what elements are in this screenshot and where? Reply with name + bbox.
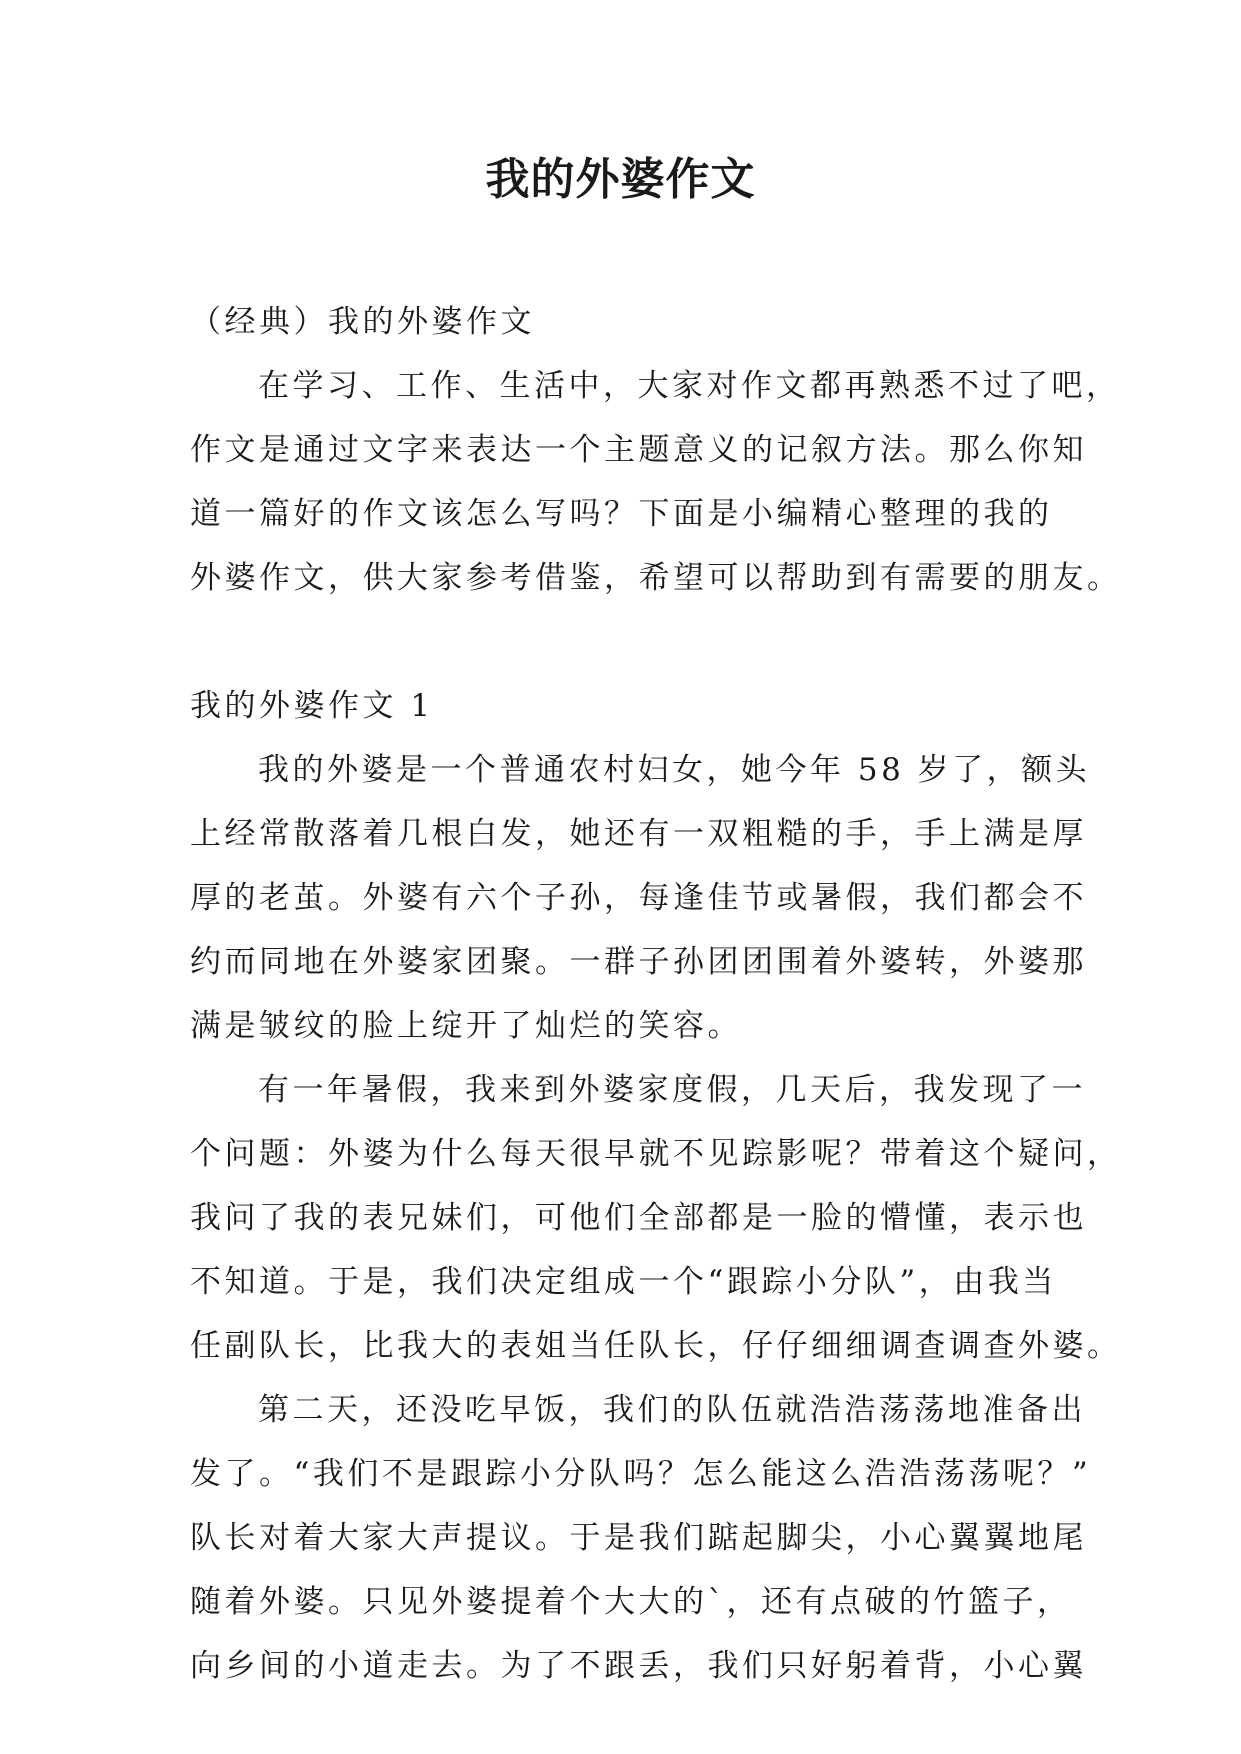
intro-paragraph: [190, 354, 1122, 610]
paragraph-line: 上经常散落着几根白发，她还有一双粗糙的手，手上满是厚: [190, 816, 1087, 852]
paragraph-line: 个问题：外婆为什么每天很早就不见踪影呢？带着这个疑问，: [190, 1136, 1122, 1172]
paragraph-1: [190, 738, 1091, 1058]
paragraph-line: 满是皱纹的脸上绽开了灿烂的笑容。: [190, 1008, 742, 1044]
paragraph-line: 不知道。于是，我们决定组成一个“跟踪小分队”，由我当: [190, 1264, 1057, 1300]
intro-line: 在学习、工作、生活中，大家对作文都再熟悉不过了吧，: [258, 368, 1121, 404]
intro-line: 道一篇好的作文该怎么写吗？下面是小编精心整理的我的: [190, 496, 1053, 532]
intro-line: 作文是通过文字来表达一个主题意义的记叙方法。那么你知: [190, 432, 1087, 468]
paragraph-2: [190, 1058, 1122, 1378]
paragraph-line: 有一年暑假，我来到外婆家度假，几天后，我发现了一: [258, 1072, 1086, 1108]
paragraph-line: 任副队长，比我大的表姐当任队长，仔仔细细调查调查外婆。: [190, 1328, 1122, 1364]
paragraph-line: 发了。“我们不是跟踪小分队吗？怎么能这么浩浩荡荡呢？”: [190, 1456, 1092, 1492]
subtitle: （经典）我的外婆作文: [190, 304, 535, 340]
paragraph-line: 队长对着大家大声提议。于是我们踮起脚尖，小心翼翼地尾: [190, 1520, 1087, 1556]
paragraph-line: 第二天，还没吃早饭，我们的队伍就浩浩荡荡地准备出: [258, 1392, 1086, 1428]
section-heading: 我的外婆作文 1: [190, 688, 434, 724]
document-body: [190, 290, 1122, 1698]
document-title: 我的外婆作文: [485, 154, 756, 205]
paragraph-line: 随着外婆。只见外婆提着个大大的`，还有点破的竹篮子，: [190, 1584, 1072, 1620]
paragraph-line: 向乡间的小道走去。为了不跟丢，我们只好躬着背，小心翼: [190, 1648, 1087, 1684]
paragraph-3: [190, 1378, 1092, 1698]
intro-line: 外婆作文，供大家参考借鉴，希望可以帮助到有需要的朋友。: [190, 560, 1122, 596]
paragraph-line: 我的外婆是一个普通农村妇女，她今年 58 岁了，额头: [258, 752, 1091, 788]
paragraph-line: 厚的老茧。外婆有六个子孙，每逢佳节或暑假，我们都会不: [190, 880, 1087, 916]
paragraph-gap: [190, 610, 1056, 674]
paragraph-line: 我问了我的表兄妹们，可他们全部都是一脸的懵懂，表示也: [190, 1200, 1087, 1236]
paragraph-line: 约而同地在外婆家团聚。一群子孙团团围着外婆转，外婆那: [190, 944, 1087, 980]
